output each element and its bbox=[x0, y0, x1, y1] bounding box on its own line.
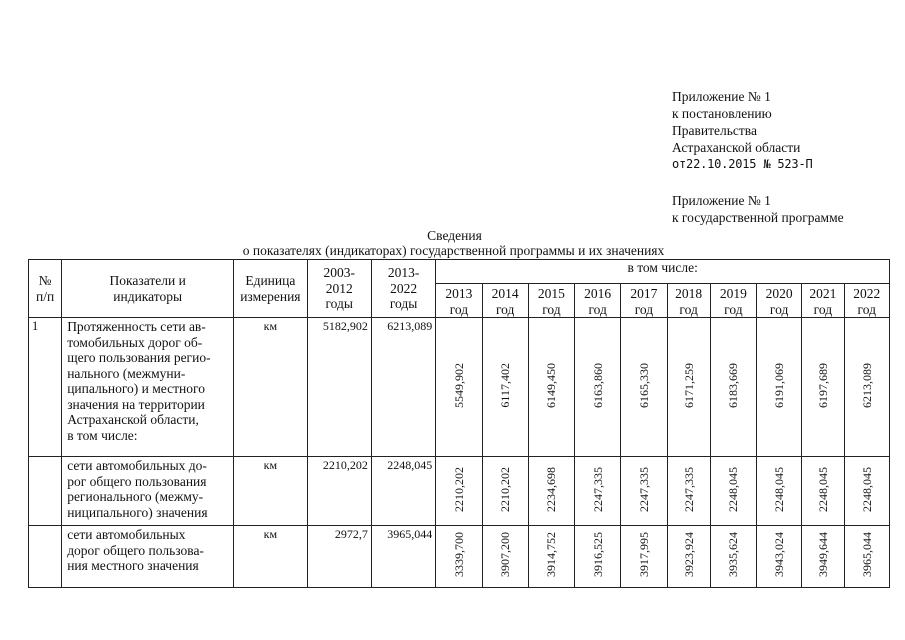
table-row bbox=[29, 457, 890, 526]
name-line: нального (межмуни- bbox=[67, 365, 186, 381]
header-text: 2020 bbox=[765, 286, 793, 301]
cell-2021 bbox=[802, 318, 844, 457]
name-line: Протяженность сети ав- bbox=[67, 319, 206, 334]
header-text: 2015 bbox=[537, 286, 565, 301]
document-title: Сведения bbox=[427, 228, 482, 243]
cell-2019 bbox=[710, 526, 756, 588]
cell-2019 bbox=[710, 457, 756, 526]
cell-2021 bbox=[802, 457, 844, 526]
row-period-2013-2022: 3965,044 bbox=[371, 526, 435, 588]
name-line: значения на территории bbox=[67, 396, 205, 412]
value-2015: 2234,698 bbox=[544, 466, 559, 512]
value-2014: 3907,200 bbox=[498, 532, 513, 578]
decree-date-line: от22.10.2015 № 523-П bbox=[672, 157, 813, 171]
row-indicator-name bbox=[62, 318, 234, 457]
name-line: в том числе: bbox=[67, 427, 138, 443]
header-text: 2013- bbox=[387, 265, 420, 281]
annex-line: Приложение № 1 bbox=[672, 193, 771, 208]
value-2022: 2248,045 bbox=[859, 466, 874, 512]
row-unit: км bbox=[234, 457, 307, 526]
row-period-2003-2012: 5182,902 bbox=[307, 318, 371, 457]
cell-2020 bbox=[757, 526, 802, 588]
value-2014: 6117,402 bbox=[498, 362, 513, 408]
name-line: щего пользования регио- bbox=[67, 350, 211, 365]
header-year-2015 bbox=[528, 284, 574, 318]
cell-2017 bbox=[621, 457, 667, 526]
header-text: измерения bbox=[240, 288, 301, 304]
row-num: 1 bbox=[29, 318, 62, 457]
value-2020: 6191,069 bbox=[772, 362, 787, 408]
value-2014: 2210,202 bbox=[498, 466, 513, 512]
decree-annex-block bbox=[672, 88, 813, 173]
cell-2013 bbox=[436, 318, 482, 457]
row-indicator-name bbox=[62, 526, 234, 588]
header-text: 2018 bbox=[675, 286, 703, 301]
cell-2014 bbox=[482, 318, 528, 457]
program-annex-block bbox=[672, 192, 844, 226]
value-2016: 2247,335 bbox=[590, 466, 605, 512]
row-period-2003-2012: 2210,202 bbox=[307, 457, 371, 526]
value-2021: 6197,689 bbox=[815, 362, 830, 408]
value-2017: 3917,995 bbox=[636, 532, 651, 578]
row-unit: км bbox=[234, 526, 307, 588]
header-year-2018 bbox=[667, 284, 710, 318]
header-text: 2003- bbox=[323, 265, 355, 281]
row-num bbox=[29, 526, 62, 588]
header-year-2014 bbox=[482, 284, 528, 318]
value-2020: 2248,045 bbox=[772, 466, 787, 512]
value-2020: 3943,024 bbox=[772, 532, 787, 578]
value-2016: 6163,860 bbox=[590, 362, 605, 408]
table-row bbox=[29, 318, 890, 457]
value-2015: 6149,450 bbox=[544, 362, 559, 408]
cell-2015 bbox=[528, 457, 574, 526]
row-period-2013-2022: 2248,045 bbox=[371, 457, 435, 526]
header-text: 2016 bbox=[584, 286, 612, 301]
value-2018: 2247,335 bbox=[681, 466, 696, 512]
name-line: регионального (межму- bbox=[67, 489, 204, 504]
header-year-2022 bbox=[844, 284, 890, 318]
value-2016: 3916,525 bbox=[590, 532, 605, 578]
cell-2016 bbox=[575, 526, 621, 588]
value-2022: 3965,044 bbox=[859, 532, 874, 578]
cell-2015 bbox=[528, 318, 574, 457]
name-line: томобильных дорог об- bbox=[67, 334, 203, 350]
cell-2016 bbox=[575, 318, 621, 457]
header-year-2017 bbox=[621, 284, 667, 318]
header-text: Единица bbox=[245, 273, 296, 288]
header-text: год bbox=[542, 301, 561, 317]
header-text: год bbox=[495, 301, 515, 317]
cell-2014 bbox=[482, 526, 528, 588]
name-line: ния местного значения bbox=[67, 558, 199, 573]
row-unit: км bbox=[234, 318, 307, 457]
cell-2022 bbox=[844, 526, 890, 588]
header-text: год bbox=[857, 301, 876, 317]
header-num bbox=[29, 260, 62, 318]
cell-2013 bbox=[436, 457, 482, 526]
header-period-2003-2012 bbox=[307, 260, 371, 318]
table-row bbox=[29, 526, 890, 588]
row-period-2003-2012: 2972,7 bbox=[307, 526, 371, 588]
value-2019: 3935,624 bbox=[726, 532, 741, 578]
header-text: год bbox=[588, 301, 607, 317]
header-year-2013 bbox=[436, 284, 482, 318]
name-line: дорог общего пользова- bbox=[67, 542, 204, 558]
header-text: № bbox=[38, 273, 52, 288]
header-text: год bbox=[679, 301, 698, 317]
header-unit bbox=[234, 260, 307, 318]
header-year-2020 bbox=[757, 284, 802, 318]
value-2021: 2248,045 bbox=[815, 466, 830, 512]
value-2018: 3923,924 bbox=[681, 532, 696, 578]
cell-2022 bbox=[844, 457, 890, 526]
value-2013: 3339,700 bbox=[451, 532, 466, 578]
value-2021: 3949,644 bbox=[815, 532, 830, 578]
value-2017: 2247,335 bbox=[636, 466, 651, 512]
header-text: год bbox=[449, 301, 469, 317]
header-text: индикаторы bbox=[113, 288, 183, 304]
name-line: ниципального) значения bbox=[67, 504, 208, 520]
name-line: Астраханской области, bbox=[67, 412, 199, 427]
value-2015: 3914,752 bbox=[544, 532, 559, 578]
header-period-2013-2022 bbox=[371, 260, 435, 318]
cell-2017 bbox=[621, 526, 667, 588]
cell-2018 bbox=[667, 457, 710, 526]
value-2013: 2210,202 bbox=[451, 466, 466, 512]
document-subtitle: о показателях (индикаторах) государственной программы и их значениях bbox=[242, 243, 665, 258]
header-text: годы bbox=[325, 296, 353, 312]
cell-2013 bbox=[436, 526, 482, 588]
value-2022: 6213,089 bbox=[859, 362, 874, 408]
cell-2020 bbox=[757, 318, 802, 457]
header-text: 2014 bbox=[491, 286, 519, 301]
annex-line: к постановлению bbox=[672, 106, 772, 121]
cell-2018 bbox=[667, 526, 710, 588]
header-text: годы bbox=[389, 296, 418, 312]
header-indicator bbox=[62, 260, 234, 318]
header-text: 2012 bbox=[325, 280, 353, 296]
name-line: сети автомобильных до- bbox=[67, 458, 207, 473]
indicators-table bbox=[28, 259, 890, 588]
header-year-2021 bbox=[802, 284, 844, 318]
header-year-2016 bbox=[575, 284, 621, 318]
cell-2015 bbox=[528, 526, 574, 588]
row-period-2013-2022: 6213,089 bbox=[371, 318, 435, 457]
header-including: в том числе: bbox=[436, 260, 890, 284]
header-text: год bbox=[813, 301, 833, 317]
header-text: 2013 bbox=[445, 286, 473, 301]
value-2019: 2248,045 bbox=[726, 466, 741, 512]
cell-2019 bbox=[710, 318, 756, 457]
value-2013: 5549,902 bbox=[451, 362, 466, 408]
row-indicator-name bbox=[62, 457, 234, 526]
cell-2017 bbox=[621, 318, 667, 457]
cell-2020 bbox=[757, 457, 802, 526]
cell-2022 bbox=[844, 318, 890, 457]
annex-line: Правительства bbox=[672, 123, 757, 138]
header-text: 2022 bbox=[390, 280, 418, 296]
value-2017: 6165,330 bbox=[636, 362, 651, 408]
row-num bbox=[29, 457, 62, 526]
annex-line: Приложение № 1 bbox=[672, 89, 771, 104]
header-text: 2019 bbox=[719, 286, 747, 301]
header-text: 2017 bbox=[630, 286, 658, 301]
name-line: рог общего пользования bbox=[67, 473, 207, 489]
annex-line: Астраханской области bbox=[672, 140, 801, 155]
header-text: год bbox=[769, 301, 789, 317]
name-line: сети автомобильных bbox=[67, 527, 186, 542]
header-text: год bbox=[634, 301, 654, 317]
value-2018: 6171,259 bbox=[681, 362, 696, 408]
header-text: Показатели и bbox=[109, 273, 186, 288]
cell-2018 bbox=[667, 318, 710, 457]
annex-line: к государственной программе bbox=[672, 210, 844, 225]
header-text: 2022 bbox=[853, 286, 881, 301]
name-line: ципального) и местного bbox=[67, 381, 205, 396]
header-text: 2021 bbox=[809, 286, 837, 301]
cell-2014 bbox=[482, 457, 528, 526]
cell-2016 bbox=[575, 457, 621, 526]
header-text: п/п bbox=[35, 288, 55, 304]
cell-2021 bbox=[802, 526, 844, 588]
header-text: год bbox=[724, 301, 743, 317]
value-2019: 6183,669 bbox=[726, 362, 741, 408]
header-year-2019 bbox=[710, 284, 756, 318]
